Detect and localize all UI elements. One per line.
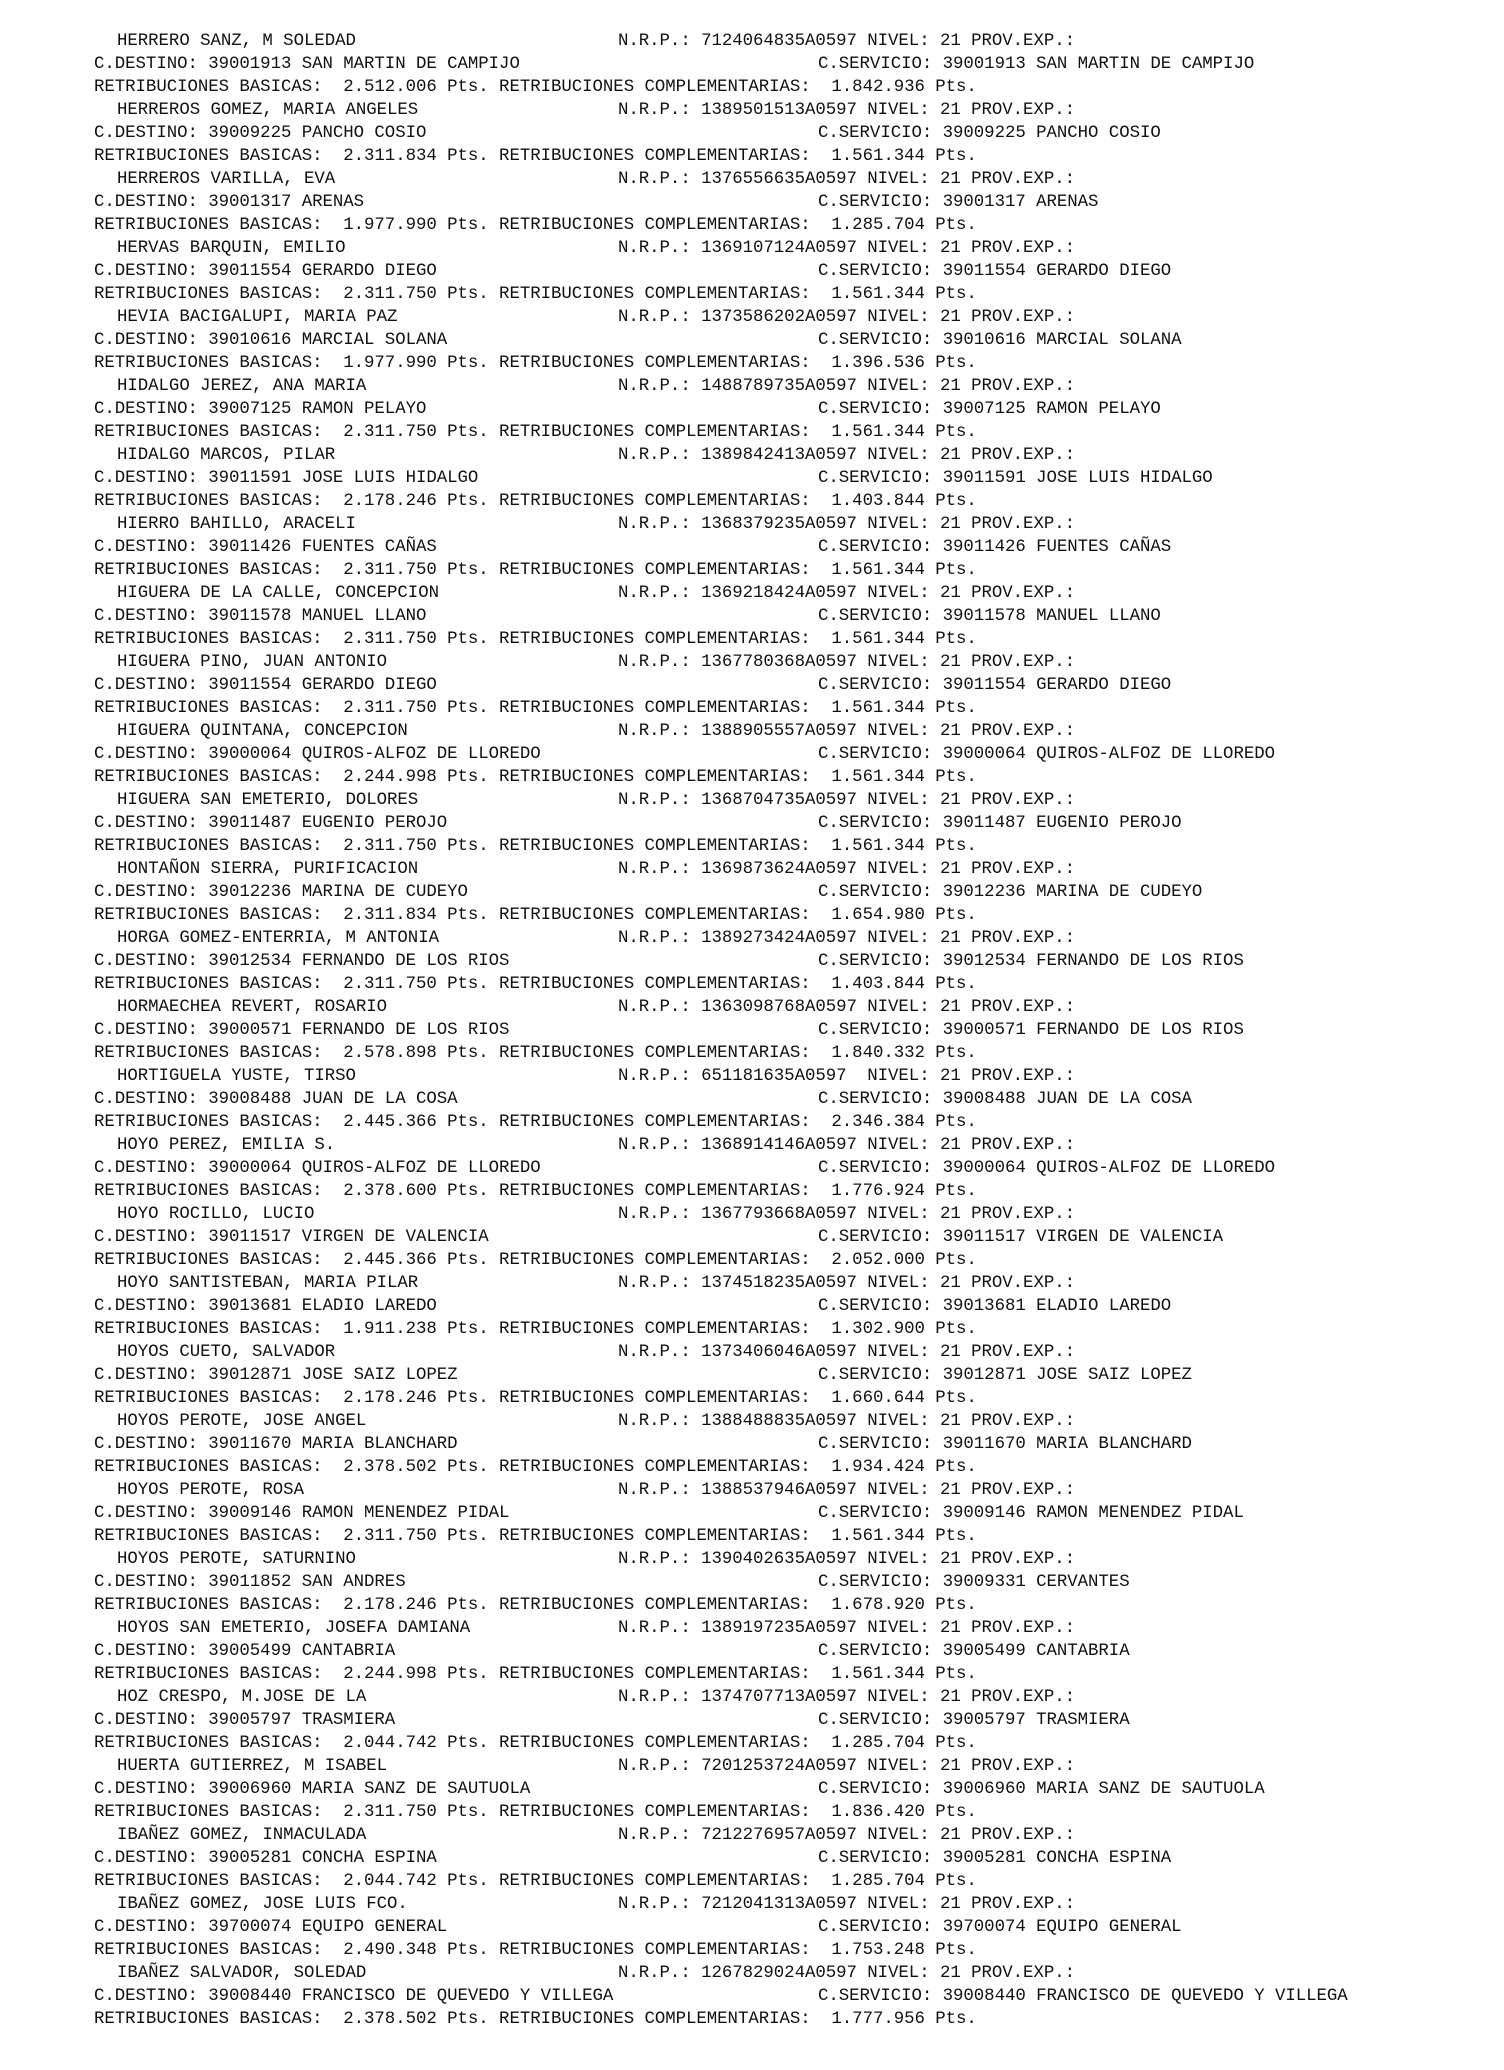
record-servicio: C.SERVICIO: 39007125 RAMON PELAYO	[818, 400, 1161, 419]
record-servicio: C.SERVICIO: 39005797 TRASMIERA	[818, 1711, 1130, 1730]
record-nrp: N.R.P.: 1367793668A0597 NIVEL: 21 PROV.EXP.:	[618, 1205, 1075, 1224]
record-servicio: C.SERVICIO: 39012534 FERNANDO DE LOS RIOS	[818, 952, 1244, 971]
record	[0, 237, 1504, 306]
record-servicio: C.SERVICIO: 39011554 GERARDO DIEGO	[818, 262, 1172, 281]
record-nrp: N.R.P.: 1388905557A0597 NIVEL: 21 PROV.EXP.:	[618, 722, 1075, 741]
record-retribuciones: RETRIBUCIONES BASICAS: 2.311.750 Pts. RETRIBUCIONES COMPLEMENTARIAS: 1.561.344 Pts.	[94, 285, 977, 304]
record-nrp: N.R.P.: 1363098768A0597 NIVEL: 21 PROV.EXP.:	[618, 998, 1075, 1017]
record-retribuciones: RETRIBUCIONES BASICAS: 2.178.246 Pts. RETRIBUCIONES COMPLEMENTARIAS: 1.403.844 Pts.	[94, 492, 977, 511]
record-nrp: N.R.P.: 1374707713A0597 NIVEL: 21 PROV.EXP.:	[618, 1688, 1075, 1707]
record-name: IBAÑEZ GOMEZ, INMACULADA	[117, 1826, 367, 1845]
record-nrp: N.R.P.: 1388537946A0597 NIVEL: 21 PROV.EXP.:	[618, 1481, 1075, 1500]
record-nrp: N.R.P.: 7212276957A0597 NIVEL: 21 PROV.EXP.:	[618, 1826, 1075, 1845]
record-retribuciones: RETRIBUCIONES BASICAS: 2.044.742 Pts. RETRIBUCIONES COMPLEMENTARIAS: 1.285.704 Pts.	[94, 1734, 977, 1753]
record-retribuciones: RETRIBUCIONES BASICAS: 2.311.834 Pts. RETRIBUCIONES COMPLEMENTARIAS: 1.561.344 Pts.	[94, 147, 977, 166]
record-servicio: C.SERVICIO: 39011517 VIRGEN DE VALENCIA	[818, 1228, 1224, 1247]
record-retribuciones: RETRIBUCIONES BASICAS: 2.445.366 Pts. RETRIBUCIONES COMPLEMENTARIAS: 2.052.000 Pts.	[94, 1251, 977, 1270]
record-name: HIGUERA PINO, JUAN ANTONIO	[117, 653, 388, 672]
record-retribuciones: RETRIBUCIONES BASICAS: 2.490.348 Pts. RETRIBUCIONES COMPLEMENTARIAS: 1.753.248 Pts.	[94, 1941, 977, 1960]
record-servicio: C.SERVICIO: 39011670 MARIA BLANCHARD	[818, 1435, 1192, 1454]
record-nrp: N.R.P.: 1389501513A0597 NIVEL: 21 PROV.EXP.:	[618, 101, 1075, 120]
record	[0, 996, 1504, 1065]
record-destino: C.DESTINO: 39009225 PANCHO COSIO	[94, 124, 427, 143]
record-destino: C.DESTINO: 39000064 QUIROS-ALFOZ DE LLOREDO	[94, 1159, 541, 1178]
record-destino: C.DESTINO: 39005281 CONCHA ESPINA	[94, 1849, 437, 1868]
record-name: HIDALGO MARCOS, PILAR	[117, 446, 336, 465]
record-nrp: N.R.P.: 7212041313A0597 NIVEL: 21 PROV.EXP.:	[618, 1895, 1075, 1914]
record-servicio: C.SERVICIO: 39011554 GERARDO DIEGO	[818, 676, 1172, 695]
record	[0, 651, 1504, 720]
record	[0, 513, 1504, 582]
record-name: HOYOS SAN EMETERIO, JOSEFA DAMIANA	[117, 1619, 471, 1638]
record-destino: C.DESTINO: 39013681 ELADIO LAREDO	[94, 1297, 437, 1316]
record-nrp: N.R.P.: 1367780368A0597 NIVEL: 21 PROV.EXP.:	[618, 653, 1075, 672]
record-retribuciones: RETRIBUCIONES BASICAS: 2.311.750 Pts. RETRIBUCIONES COMPLEMENTARIAS: 1.561.344 Pts.	[94, 630, 977, 649]
record-servicio: C.SERVICIO: 39001913 SAN MARTIN DE CAMPIJO	[818, 55, 1255, 74]
record-servicio: C.SERVICIO: 39010616 MARCIAL SOLANA	[818, 331, 1182, 350]
record-destino: C.DESTINO: 39700074 EQUIPO GENERAL	[94, 1918, 448, 1937]
record	[0, 1893, 1504, 1962]
record	[0, 1617, 1504, 1686]
record-retribuciones: RETRIBUCIONES BASICAS: 2.378.502 Pts. RETRIBUCIONES COMPLEMENTARIAS: 1.934.424 Pts.	[94, 1458, 977, 1477]
record	[0, 1686, 1504, 1755]
record-servicio: C.SERVICIO: 39006960 MARIA SANZ DE SAUTUOLA	[818, 1780, 1265, 1799]
record	[0, 1065, 1504, 1134]
record	[0, 720, 1504, 789]
record-destino: C.DESTINO: 39001913 SAN MARTIN DE CAMPIJO	[94, 55, 520, 74]
record-destino: C.DESTINO: 39012534 FERNANDO DE LOS RIOS	[94, 952, 510, 971]
record	[0, 444, 1504, 513]
record-destino: C.DESTINO: 39007125 RAMON PELAYO	[94, 400, 427, 419]
record	[0, 582, 1504, 651]
record-name: HORTIGUELA YUSTE, TIRSO	[117, 1067, 356, 1086]
record	[0, 1548, 1504, 1617]
record-nrp: N.R.P.: 1373586202A0597 NIVEL: 21 PROV.EXP.:	[618, 308, 1075, 327]
record-destino: C.DESTINO: 39011554 GERARDO DIEGO	[94, 676, 437, 695]
record-retribuciones: RETRIBUCIONES BASICAS: 2.311.750 Pts. RETRIBUCIONES COMPLEMENTARIAS: 1.403.844 Pts.	[94, 975, 977, 994]
record-retribuciones: RETRIBUCIONES BASICAS: 2.311.750 Pts. RETRIBUCIONES COMPLEMENTARIAS: 1.561.344 Pts.	[94, 837, 977, 856]
record-name: HONTAÑON SIERRA, PURIFICACION	[117, 860, 419, 879]
record-nrp: N.R.P.: 1368704735A0597 NIVEL: 21 PROV.EXP.:	[618, 791, 1075, 810]
record	[0, 1824, 1504, 1893]
record-retribuciones: RETRIBUCIONES BASICAS: 2.578.898 Pts. RETRIBUCIONES COMPLEMENTARIAS: 1.840.332 Pts.	[94, 1044, 977, 1063]
record	[0, 30, 1504, 99]
record-retribuciones: RETRIBUCIONES BASICAS: 2.311.834 Pts. RETRIBUCIONES COMPLEMENTARIAS: 1.654.980 Pts.	[94, 906, 977, 925]
record-nrp: N.R.P.: 1388488835A0597 NIVEL: 21 PROV.EXP.:	[618, 1412, 1075, 1431]
record-retribuciones: RETRIBUCIONES BASICAS: 2.311.750 Pts. RETRIBUCIONES COMPLEMENTARIAS: 1.561.344 Pts.	[94, 561, 977, 580]
record	[0, 1203, 1504, 1272]
record-name: HOZ CRESPO, M.JOSE DE LA	[117, 1688, 367, 1707]
record-destino: C.DESTINO: 39008488 JUAN DE LA COSA	[94, 1090, 458, 1109]
record-name: HIDALGO JEREZ, ANA MARIA	[117, 377, 367, 396]
record-name: HIGUERA SAN EMETERIO, DOLORES	[117, 791, 419, 810]
record	[0, 927, 1504, 996]
record-name: HIGUERA DE LA CALLE, CONCEPCION	[117, 584, 439, 603]
record	[0, 1341, 1504, 1410]
record-servicio: C.SERVICIO: 39013681 ELADIO LAREDO	[818, 1297, 1172, 1316]
record-destino: C.DESTINO: 39012871 JOSE SAIZ LOPEZ	[94, 1366, 458, 1385]
record-name: HERREROS GOMEZ, MARIA ANGELES	[117, 101, 419, 120]
record-nrp: N.R.P.: 1376556635A0597 NIVEL: 21 PROV.EXP.:	[618, 170, 1075, 189]
record-nrp: N.R.P.: 1389197235A0597 NIVEL: 21 PROV.EXP.:	[618, 1619, 1075, 1638]
record-servicio: C.SERVICIO: 39000064 QUIROS-ALFOZ DE LLOREDO	[818, 1159, 1275, 1178]
record-servicio: C.SERVICIO: 39000571 FERNANDO DE LOS RIOS	[818, 1021, 1244, 1040]
record-name: HORMAECHEA REVERT, ROSARIO	[117, 998, 388, 1017]
record-servicio: C.SERVICIO: 39011487 EUGENIO PEROJO	[818, 814, 1182, 833]
record-servicio: C.SERVICIO: 39012871 JOSE SAIZ LOPEZ	[818, 1366, 1192, 1385]
record-retribuciones: RETRIBUCIONES BASICAS: 1.977.990 Pts. RETRIBUCIONES COMPLEMENTARIAS: 1.285.704 Pts.	[94, 216, 977, 235]
record-retribuciones: RETRIBUCIONES BASICAS: 2.311.750 Pts. RETRIBUCIONES COMPLEMENTARIAS: 1.561.344 Pts.	[94, 699, 977, 718]
record-name: HIGUERA QUINTANA, CONCEPCION	[117, 722, 408, 741]
record-destino: C.DESTINO: 39011487 EUGENIO PEROJO	[94, 814, 448, 833]
record	[0, 1134, 1504, 1203]
record-servicio: C.SERVICIO: 39700074 EQUIPO GENERAL	[818, 1918, 1182, 1937]
record-retribuciones: RETRIBUCIONES BASICAS: 2.244.998 Pts. RETRIBUCIONES COMPLEMENTARIAS: 1.561.344 Pts.	[94, 1665, 977, 1684]
record-retribuciones: RETRIBUCIONES BASICAS: 2.311.750 Pts. RETRIBUCIONES COMPLEMENTARIAS: 1.561.344 Pts.	[94, 423, 977, 442]
record-retribuciones: RETRIBUCIONES BASICAS: 2.044.742 Pts. RETRIBUCIONES COMPLEMENTARIAS: 1.285.704 Pts.	[94, 1872, 977, 1891]
record-nrp: N.R.P.: 651181635A0597 NIVEL: 21 PROV.EXP.:	[618, 1067, 1075, 1086]
record-name: HOYOS CUETO, SALVADOR	[117, 1343, 336, 1362]
record-nrp: N.R.P.: 1390402635A0597 NIVEL: 21 PROV.EXP.:	[618, 1550, 1075, 1569]
record	[0, 1479, 1504, 1548]
record	[0, 306, 1504, 375]
record-destino: C.DESTINO: 39008440 FRANCISCO DE QUEVEDO Y VILLEGA	[94, 1987, 614, 2006]
record-name: HOYOS PEROTE, JOSE ANGEL	[117, 1412, 367, 1431]
record-destino: C.DESTINO: 39010616 MARCIAL SOLANA	[94, 331, 448, 350]
record	[0, 375, 1504, 444]
record-name: HOYO PEREZ, EMILIA S.	[117, 1136, 336, 1155]
record-name: IBAÑEZ SALVADOR, SOLEDAD	[117, 1964, 367, 1983]
record-retribuciones: RETRIBUCIONES BASICAS: 2.311.750 Pts. RETRIBUCIONES COMPLEMENTARIAS: 1.836.420 Pts.	[94, 1803, 977, 1822]
record-nrp: N.R.P.: 7124064835A0597 NIVEL: 21 PROV.EXP.:	[618, 32, 1075, 51]
record-name: HERVAS BARQUIN, EMILIO	[117, 239, 346, 258]
record	[0, 168, 1504, 237]
record-name: HERREROS VARILLA, EVA	[117, 170, 336, 189]
record-servicio: C.SERVICIO: 39005281 CONCHA ESPINA	[818, 1849, 1172, 1868]
record-destino: C.DESTINO: 39011670 MARIA BLANCHARD	[94, 1435, 458, 1454]
record-servicio: C.SERVICIO: 39011578 MANUEL LLANO	[818, 607, 1161, 626]
record	[0, 99, 1504, 168]
record-name: HORGA GOMEZ-ENTERRIA, M ANTONIA	[117, 929, 439, 948]
record-retribuciones: RETRIBUCIONES BASICAS: 2.311.750 Pts. RETRIBUCIONES COMPLEMENTARIAS: 1.561.344 Pts.	[94, 1527, 977, 1546]
record-destino: C.DESTINO: 39000571 FERNANDO DE LOS RIOS	[94, 1021, 510, 1040]
record-retribuciones: RETRIBUCIONES BASICAS: 2.378.600 Pts. RETRIBUCIONES COMPLEMENTARIAS: 1.776.924 Pts.	[94, 1182, 977, 1201]
record-name: HERRERO SANZ, M SOLEDAD	[117, 32, 356, 51]
record-nrp: N.R.P.: 1369873624A0597 NIVEL: 21 PROV.EXP.:	[618, 860, 1075, 879]
record-nrp: N.R.P.: 7201253724A0597 NIVEL: 21 PROV.EXP.:	[618, 1757, 1075, 1776]
record-name: HOYO SANTISTEBAN, MARIA PILAR	[117, 1274, 419, 1293]
record-name: HUERTA GUTIERREZ, M ISABEL	[117, 1757, 388, 1776]
record-servicio: C.SERVICIO: 39005499 CANTABRIA	[818, 1642, 1130, 1661]
record-destino: C.DESTINO: 39005797 TRASMIERA	[94, 1711, 396, 1730]
record-nrp: N.R.P.: 1488789735A0597 NIVEL: 21 PROV.EXP.:	[618, 377, 1075, 396]
record-destino: C.DESTINO: 39011517 VIRGEN DE VALENCIA	[94, 1228, 489, 1247]
record-nrp: N.R.P.: 1369218424A0597 NIVEL: 21 PROV.EXP.:	[618, 584, 1075, 603]
record-servicio: C.SERVICIO: 39009146 RAMON MENENDEZ PIDAL	[818, 1504, 1244, 1523]
record-servicio: C.SERVICIO: 39008488 JUAN DE LA COSA	[818, 1090, 1192, 1109]
record-nrp: N.R.P.: 1374518235A0597 NIVEL: 21 PROV.EXP.:	[618, 1274, 1075, 1293]
record-nrp: N.R.P.: 1389273424A0597 NIVEL: 21 PROV.EXP.:	[618, 929, 1075, 948]
record-retribuciones: RETRIBUCIONES BASICAS: 2.178.246 Pts. RETRIBUCIONES COMPLEMENTARIAS: 1.678.920 Pts.	[94, 1596, 977, 1615]
record-servicio: C.SERVICIO: 39001317 ARENAS	[818, 193, 1099, 212]
record-retribuciones: RETRIBUCIONES BASICAS: 2.378.502 Pts. RETRIBUCIONES COMPLEMENTARIAS: 1.777.956 Pts.	[94, 2010, 977, 2029]
record-nrp: N.R.P.: 1368379235A0597 NIVEL: 21 PROV.EXP.:	[618, 515, 1075, 534]
record-servicio: C.SERVICIO: 39000064 QUIROS-ALFOZ DE LLOREDO	[818, 745, 1275, 764]
record-destino: C.DESTINO: 39005499 CANTABRIA	[94, 1642, 396, 1661]
record-retribuciones: RETRIBUCIONES BASICAS: 2.178.246 Pts. RETRIBUCIONES COMPLEMENTARIAS: 1.660.644 Pts.	[94, 1389, 977, 1408]
record	[0, 1755, 1504, 1824]
record-destino: C.DESTINO: 39011591 JOSE LUIS HIDALGO	[94, 469, 479, 488]
record-destino: C.DESTINO: 39011852 SAN ANDRES	[94, 1573, 406, 1592]
record-name: IBAÑEZ GOMEZ, JOSE LUIS FCO.	[117, 1895, 408, 1914]
record-servicio: C.SERVICIO: 39009225 PANCHO COSIO	[818, 124, 1161, 143]
record-name: HEVIA BACIGALUPI, MARIA PAZ	[117, 308, 398, 327]
record-servicio: C.SERVICIO: 39011591 JOSE LUIS HIDALGO	[818, 469, 1213, 488]
record	[0, 1410, 1504, 1479]
record-destino: C.DESTINO: 39009146 RAMON MENENDEZ PIDAL	[94, 1504, 510, 1523]
record-nrp: N.R.P.: 1369107124A0597 NIVEL: 21 PROV.EXP.:	[618, 239, 1075, 258]
record-retribuciones: RETRIBUCIONES BASICAS: 1.977.990 Pts. RETRIBUCIONES COMPLEMENTARIAS: 1.396.536 Pts.	[94, 354, 977, 373]
record-servicio: C.SERVICIO: 39011426 FUENTES CAÑAS	[818, 538, 1172, 557]
record	[0, 789, 1504, 858]
record-retribuciones: RETRIBUCIONES BASICAS: 1.911.238 Pts. RETRIBUCIONES COMPLEMENTARIAS: 1.302.900 Pts.	[94, 1320, 977, 1339]
record	[0, 1272, 1504, 1341]
record-servicio: C.SERVICIO: 39009331 CERVANTES	[818, 1573, 1130, 1592]
record-nrp: N.R.P.: 1267829024A0597 NIVEL: 21 PROV.EXP.:	[618, 1964, 1075, 1983]
record	[0, 1962, 1504, 2031]
record-nrp: N.R.P.: 1368914146A0597 NIVEL: 21 PROV.EXP.:	[618, 1136, 1075, 1155]
record-name: HOYOS PEROTE, SATURNINO	[117, 1550, 356, 1569]
record-destino: C.DESTINO: 39001317 ARENAS	[94, 193, 365, 212]
record-nrp: N.R.P.: 1389842413A0597 NIVEL: 21 PROV.EXP.:	[618, 446, 1075, 465]
record-destino: C.DESTINO: 39011554 GERARDO DIEGO	[94, 262, 437, 281]
record-destino: C.DESTINO: 39011578 MANUEL LLANO	[94, 607, 427, 626]
record-servicio: C.SERVICIO: 39012236 MARINA DE CUDEYO	[818, 883, 1203, 902]
record-destino: C.DESTINO: 39011426 FUENTES CAÑAS	[94, 538, 437, 557]
record-name: HIERRO BAHILLO, ARACELI	[117, 515, 356, 534]
record-destino: C.DESTINO: 39012236 MARINA DE CUDEYO	[94, 883, 468, 902]
record-destino: C.DESTINO: 39000064 QUIROS-ALFOZ DE LLOREDO	[94, 745, 541, 764]
record-retribuciones: RETRIBUCIONES BASICAS: 2.445.366 Pts. RETRIBUCIONES COMPLEMENTARIAS: 2.346.384 Pts.	[94, 1113, 977, 1132]
record-nrp: N.R.P.: 1373406046A0597 NIVEL: 21 PROV.EXP.:	[618, 1343, 1075, 1362]
record	[0, 858, 1504, 927]
record-name: HOYOS PEROTE, ROSA	[117, 1481, 304, 1500]
record-servicio: C.SERVICIO: 39008440 FRANCISCO DE QUEVEDO Y VILLEGA	[818, 1987, 1348, 2006]
record-destino: C.DESTINO: 39006960 MARIA SANZ DE SAUTUOLA	[94, 1780, 531, 1799]
record-retribuciones: RETRIBUCIONES BASICAS: 2.244.998 Pts. RETRIBUCIONES COMPLEMENTARIAS: 1.561.344 Pts.	[94, 768, 977, 787]
record-name: HOYO ROCILLO, LUCIO	[117, 1205, 315, 1224]
record-retribuciones: RETRIBUCIONES BASICAS: 2.512.006 Pts. RETRIBUCIONES COMPLEMENTARIAS: 1.842.936 Pts.	[94, 78, 977, 97]
